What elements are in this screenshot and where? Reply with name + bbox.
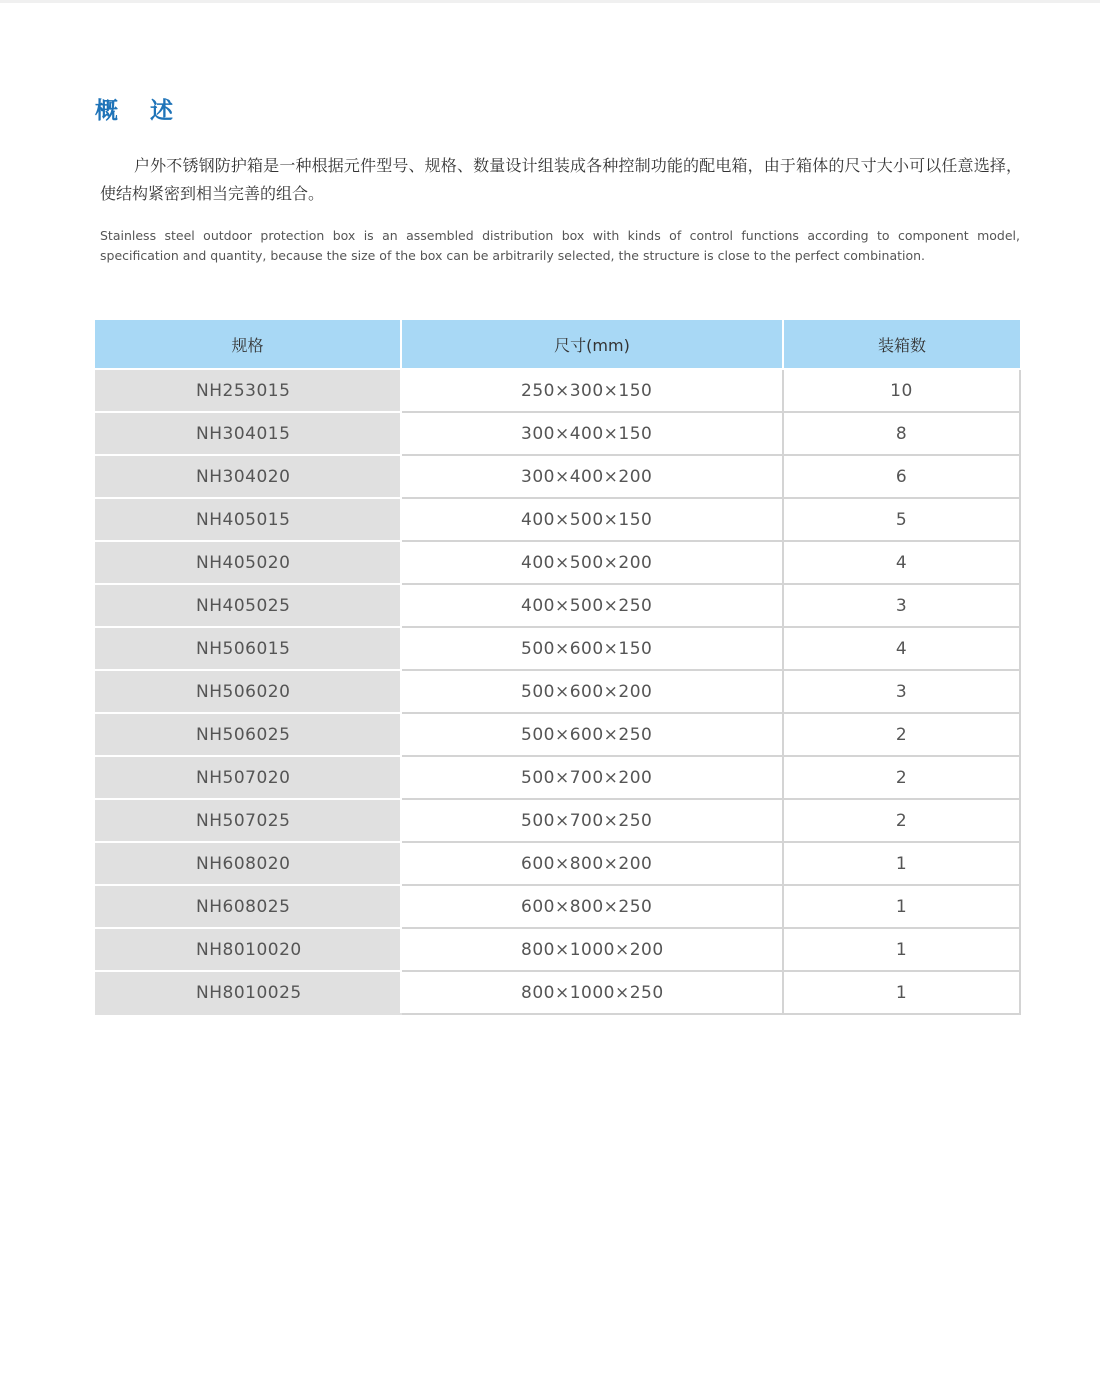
table-row [95,928,1020,971]
qty-cell: 1 [783,842,1020,885]
qty-cell: 1 [783,928,1020,971]
intro-chinese: 户外不锈钢防护箱是一种根据元件型号、规格、数量设计组装成各种控制功能的配电箱，由于箱体的尺寸大小可以任意选择，使结构紧密到相当完善的组合。 [100,156,1022,203]
qty-cell: 3 [783,670,1020,713]
qty-cell: 4 [783,627,1020,670]
model-cell: NH507020 [95,756,401,799]
table-header [95,320,1020,369]
model-cell: NH506015 [95,627,401,670]
header-row [95,320,1020,369]
qty-cell: 5 [783,498,1020,541]
model-cell: NH8010020 [95,928,401,971]
table-row [95,885,1020,928]
model-cell: NH8010025 [95,971,401,1014]
size-cell: 800×1000×200 [401,928,783,971]
table-body [95,369,1020,1014]
size-cell: 250×300×150 [401,369,783,412]
size-cell: 600×800×200 [401,842,783,885]
model-cell: NH608020 [95,842,401,885]
table-row [95,584,1020,627]
size-cell: 500×700×200 [401,756,783,799]
model-cell: NH405015 [95,498,401,541]
table-row [95,842,1020,885]
table-row [95,412,1020,455]
qty-cell: 2 [783,713,1020,756]
qty-cell: 8 [783,412,1020,455]
size-cell: 800×1000×250 [401,971,783,1014]
size-cell: 400×500×250 [401,584,783,627]
qty-cell: 3 [783,584,1020,627]
top-divider [0,0,1100,3]
table-row [95,713,1020,756]
header-spec: 规格 [95,320,401,369]
model-cell: NH506020 [95,670,401,713]
model-cell: NH405020 [95,541,401,584]
table-row [95,627,1020,670]
size-cell: 500×600×150 [401,627,783,670]
qty-cell: 6 [783,455,1020,498]
size-cell: 600×800×250 [401,885,783,928]
model-cell: NH608025 [95,885,401,928]
table-row [95,498,1020,541]
table-row [95,799,1020,842]
model-cell: NH506025 [95,713,401,756]
qty-cell: 2 [783,799,1020,842]
table-row [95,541,1020,584]
spec-table [95,320,1021,1015]
model-cell: NH405025 [95,584,401,627]
size-cell: 500×600×200 [401,670,783,713]
model-cell: NH304020 [95,455,401,498]
model-cell: NH304015 [95,412,401,455]
size-cell: 500×600×250 [401,713,783,756]
qty-cell: 4 [783,541,1020,584]
model-cell: NH507025 [95,799,401,842]
qty-cell: 1 [783,885,1020,928]
table-row [95,455,1020,498]
size-cell: 400×500×150 [401,498,783,541]
table-row [95,971,1020,1014]
header-size: 尺寸(mm) [401,320,783,369]
table-row [95,369,1020,412]
model-cell: NH253015 [95,369,401,412]
table-row [95,670,1020,713]
qty-cell: 10 [783,369,1020,412]
size-cell: 300×400×200 [401,455,783,498]
section-title: 概 述 [95,98,186,124]
qty-cell: 2 [783,756,1020,799]
header-qty: 装箱数 [783,320,1020,369]
size-cell: 300×400×150 [401,412,783,455]
size-cell: 500×700×250 [401,799,783,842]
table-row [95,756,1020,799]
qty-cell: 1 [783,971,1020,1014]
size-cell: 400×500×200 [401,541,783,584]
intro-english: Stainless steel outdoor protection box is an assembled distribution box with kinds of control functions according to component model, specification and quantity, because the size of the box can be arbitrarily selected, the structure is close to the perfect combination. [100,228,1020,263]
